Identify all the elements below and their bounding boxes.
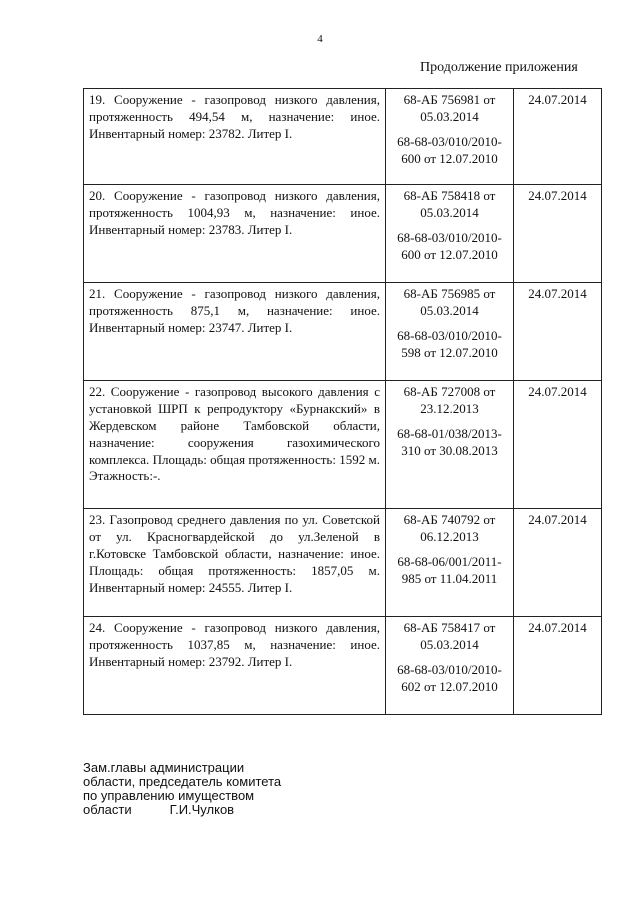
documents-cell [386, 617, 514, 715]
property-description: 24. Сооружение - газопровод низкого давления, протяженность 1037,85 м, назначение: иное. Инвентарный номер: 23792. Литер I. [84, 617, 386, 715]
signatory-title-line: Зам.главы администрации [83, 760, 245, 775]
date-cell: 24.07.2014 [514, 185, 602, 283]
property-description: 20. Сооружение - газопровод низкого давления, протяженность 1004,93 м, назначение: иное. Инвентарный номер: 23783. Литер I. [84, 185, 386, 283]
documents-cell [386, 509, 514, 617]
registration-number: 68-68-03/010/2010-600 от 12.07.2010 [397, 229, 502, 262]
date-cell: 24.07.2014 [514, 381, 602, 509]
property-description: 23. Газопровод среднего давления по ул. Советской от ул. Красногвардейской до ул.Зеленой в г.Котовске Тамбовской области, назначение: иное. Площадь: общая протяженность: 1857,05 м. Инвентарный номер: 24555. Литер I. [84, 509, 386, 617]
certificate-number: 68-АБ 740792 от 06.12.2013 [403, 512, 496, 544]
property-description: 22. Сооружение - газопровод высокого давления с установкой ШРП к репродуктору «Бурнакский» в Жердевском районе Тамбовской области, назначение: сооружения газохимического комплекса. Площадь: общая протяженность: 1592 м. Этажность:-. [84, 381, 386, 509]
signatory-title-line [83, 803, 281, 817]
table-row [84, 185, 602, 283]
registration-number: 68-68-03/010/2010-602 от 12.07.2010 [397, 661, 502, 694]
table-row [84, 89, 602, 185]
certificate-number: 68-АБ 756981 от 05.03.2014 [403, 92, 496, 124]
date-cell: 24.07.2014 [514, 509, 602, 617]
property-table [83, 88, 602, 715]
continuation-heading: Продолжение приложения [420, 60, 578, 75]
date-cell: 24.07.2014 [514, 617, 602, 715]
page-number: 4 [317, 33, 323, 45]
signatory-title-line: области, председатель комитета [83, 774, 282, 789]
table-row [84, 283, 602, 381]
table-row [84, 381, 602, 509]
registration-number: 68-68-03/010/2010-598 от 12.07.2010 [397, 327, 502, 360]
certificate-number: 68-АБ 756985 от 05.03.2014 [403, 286, 496, 318]
signatory-title-line: по управлению имуществом [83, 788, 255, 803]
registration-number: 68-68-06/001/2011-985 от 11.04.2011 [397, 553, 502, 586]
registration-number: 68-68-01/038/2013-310 от 30.08.2013 [397, 425, 502, 458]
certificate-number: 68-АБ 758417 от 05.03.2014 [403, 620, 496, 652]
signature-block [83, 761, 281, 817]
documents-cell [386, 89, 514, 185]
table-row [84, 509, 602, 617]
registration-number: 68-68-03/010/2010-600 от 12.07.2010 [397, 133, 502, 166]
documents-cell [386, 381, 514, 509]
documents-cell [386, 185, 514, 283]
signatory-region: области [83, 802, 132, 817]
date-cell: 24.07.2014 [514, 283, 602, 381]
signatory-name: Г.И.Чулков [169, 802, 235, 817]
documents-cell [386, 283, 514, 381]
property-description: 19. Сооружение - газопровод низкого давления, протяженность 494,54 м, назначение: иное. Инвентарный номер: 23782. Литер I. [84, 89, 386, 185]
table-row [84, 617, 602, 715]
certificate-number: 68-АБ 758418 от 05.03.2014 [403, 188, 496, 220]
certificate-number: 68-АБ 727008 от 23.12.2013 [403, 384, 496, 416]
property-description: 21. Сооружение - газопровод низкого давления, протяженность 875,1 м, назначение: иное. Инвентарный номер: 23747. Литер I. [84, 283, 386, 381]
date-cell: 24.07.2014 [514, 89, 602, 185]
